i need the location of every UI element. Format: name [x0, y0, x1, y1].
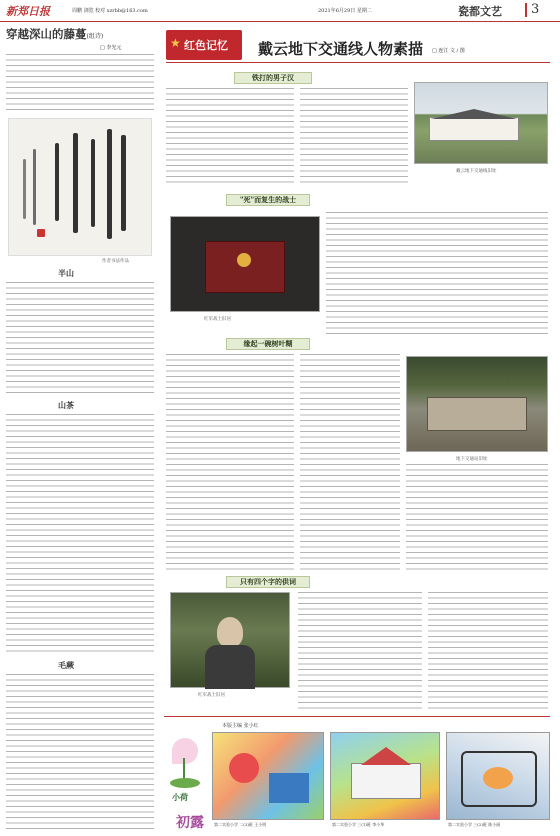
section-heading-2: "死"而复生的战士	[226, 194, 310, 206]
left-author: □ 李光元	[100, 45, 122, 51]
section-heading-3: 缘起一碗树叶糊	[226, 338, 310, 350]
poem-collection-title-text: 穿越深山的藤蔓	[6, 27, 87, 41]
section-4-text-col-2	[428, 592, 548, 710]
village-house-photo	[406, 356, 548, 452]
section-divider	[164, 716, 550, 717]
star-icon: ★	[170, 36, 181, 50]
section-name: 瓷都文艺	[458, 5, 502, 18]
page-number: 3	[531, 2, 540, 17]
calligraphy-image	[8, 118, 152, 256]
poem-title-maojue: 毛蕨	[58, 660, 74, 670]
memorial-book-photo	[170, 216, 320, 312]
calligraphy-caption: 作者书法作品	[102, 259, 129, 264]
section-3-text-col-2	[300, 354, 400, 570]
title-note: (组诗)	[86, 33, 104, 40]
section-1-text-col-2	[300, 88, 408, 186]
photo-caption-4: 红军战士旧居	[198, 693, 225, 698]
poem-body-maojue	[6, 674, 154, 830]
page-header	[0, 0, 560, 22]
historic-site-photo	[414, 82, 548, 164]
feature-author: □ 连江 文 / 图	[432, 48, 465, 54]
left-column	[6, 26, 154, 832]
portrait-photo	[170, 592, 290, 688]
poem-body-banshan	[6, 282, 154, 394]
poem-title-shancha: 山茶	[58, 400, 74, 410]
poem-collection-title	[6, 26, 154, 42]
divider	[525, 3, 527, 17]
header-date: 2021年6月29日 星期二	[318, 8, 372, 14]
children-corner-label-2: 初露	[176, 815, 204, 831]
poem-body-shancha	[6, 414, 154, 654]
intro-text-block	[6, 54, 154, 110]
child-drawing-3	[446, 732, 550, 820]
drawing-caption-1: 第二实验小学 二(3)班 王小明	[214, 822, 267, 827]
drawing-caption-3: 第二实验小学 三(2)班 陈小丽	[448, 822, 501, 827]
section-1-text-col-1	[166, 88, 294, 186]
page-editor: 本版主编 张小红	[222, 723, 259, 729]
child-drawing-2	[330, 732, 440, 820]
child-drawing-1	[212, 732, 324, 820]
photo-caption-3: 地下交通站旧址	[456, 457, 488, 462]
section-2-text	[326, 212, 548, 338]
title-rule	[166, 62, 550, 63]
feature-ribbon-label: 红色记忆	[184, 39, 228, 52]
section-heading-4: 只有四个字的供词	[226, 576, 310, 588]
children-corner-label: 小荷	[172, 792, 188, 802]
poem-title-banshan: 半山	[58, 268, 74, 278]
photo-caption-2: 红军战士旧居	[204, 317, 231, 322]
section-3-text-col-3	[406, 464, 548, 570]
header-info: 周鹏 浏览 校对 xzrbb@163.com	[72, 8, 148, 14]
section-3-text-col-1	[166, 354, 294, 570]
drawing-caption-2: 第二实验小学 三(1)班 李小华	[332, 822, 385, 827]
photo-caption-1: 戴云地下交通线旧址	[456, 169, 497, 174]
masthead: 新郑日报	[6, 5, 50, 18]
section-heading-1: 铁打的男子汉	[234, 72, 312, 84]
section-4-text-col-1	[298, 592, 422, 710]
feature-title: 戴云地下交通线人物素描	[258, 40, 424, 58]
